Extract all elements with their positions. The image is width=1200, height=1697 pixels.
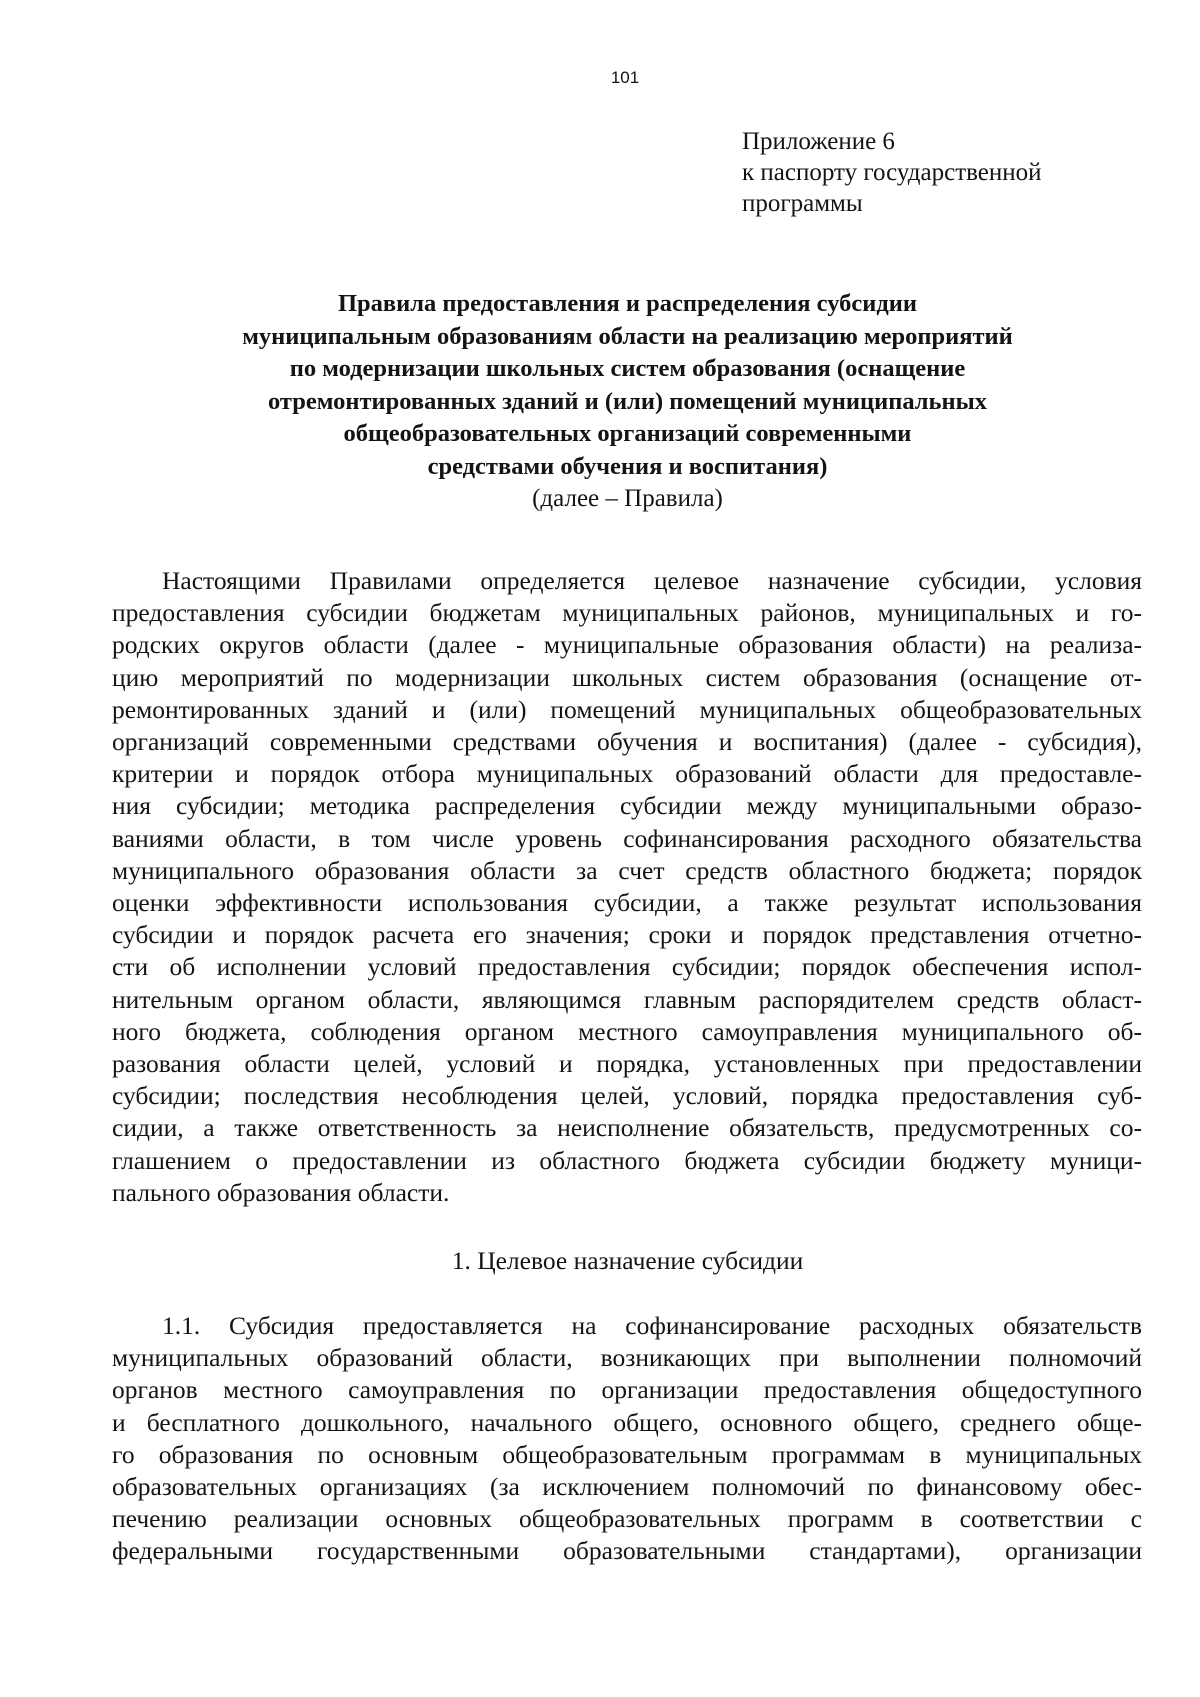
annex-line: Приложение 6 (742, 128, 895, 155)
text-line: Настоящими Правилами определяется целевое назначение субсидии, условия (162, 566, 1142, 595)
text-line: органов местного самоуправления по организации предоставления общедоступного (112, 1375, 1142, 1405)
text-line: печению реализации основных общеобразовательных программ в соответствии с (112, 1504, 1142, 1534)
text-line: сидии, а также ответственность за неисполнение обязательств, предусмотренных со- (112, 1113, 1142, 1143)
text-line: ния субсидии; методика распределения субсидии между муниципальными образо- (112, 791, 1142, 821)
text-line: и бесплатного дошкольного, начального общего, основного общего, среднего обще- (112, 1407, 1142, 1437)
text-line: нительным органом области, являющимся главным распорядителем средств област- (112, 984, 1142, 1014)
text-line: критерии и порядок отбора муниципальных образований области для предоставле- (112, 759, 1142, 789)
intro-paragraph (112, 565, 1142, 1209)
title-line: по модернизации школьных систем образования (оснащение (289, 355, 966, 382)
text-line: 1.1. Субсидия предоставляется на софинансирование расходных обязательств (162, 1311, 1142, 1340)
title-subtitle: (далее – Правила) (532, 485, 723, 512)
text-line: муниципального образования области за счет средств областного бюджета; порядок (112, 855, 1142, 885)
annex-note (742, 126, 1042, 219)
title-line: муниципальным образованиям области на реализацию мероприятий (242, 322, 1013, 350)
text-line: организаций современными средствами обучения и воспитания) (далее - субсидия), (112, 727, 1142, 757)
text-line: ваниями области, в том числе уровень софинансирования расходного обязательства (112, 823, 1142, 853)
page-number: 101 (610, 68, 640, 87)
text-line: муниципальных образований области, возникающих при выполнении полномочий (112, 1343, 1142, 1373)
text-line: ного бюджета, соблюдения органом местного самоуправления муниципального об- (112, 1016, 1142, 1046)
text-line: предоставления субсидии бюджетам муниципальных районов, муниципальных и го- (112, 598, 1142, 628)
text-line: субсидии; последствия несоблюдения целей, условий, порядка предоставления суб- (112, 1081, 1142, 1111)
annex-line: программы (742, 190, 863, 217)
text-line: федеральными государственными образовательными стандартами), организации (112, 1536, 1142, 1566)
title-line: отремонтированных зданий и (или) помещений муниципальных (268, 387, 987, 415)
annex-line: к паспорту государственной (742, 159, 1042, 186)
text-line: образовательных организациях (за исключением полномочий по финансовому обес- (112, 1472, 1142, 1502)
text-line: ремонтированных зданий и (или) помещений муниципальных общеобразовательных (112, 694, 1142, 724)
text-line: сти об исполнении условий предоставления субсидии; порядок обеспечения испол- (112, 952, 1142, 982)
title-line: Правила предоставления и распределения субсидии (337, 290, 918, 317)
paragraph-1-1 (112, 1310, 1142, 1568)
section-heading: 1. Целевое назначение субсидии (451, 1246, 804, 1275)
text-line: субсидии и порядок расчета его значения; сроки и порядок представления отчетно- (112, 920, 1142, 950)
text-line: пального образования области. (112, 1177, 450, 1207)
text-line: оценки эффективности использования субсидии, а также результат использования (112, 888, 1142, 918)
title-line: средствами обучения и воспитания) (427, 452, 828, 480)
text-line: го образования по основным общеобразовательным программам в муниципальных (112, 1439, 1142, 1469)
title-line: общеобразовательных организаций современными (343, 420, 912, 447)
text-line: цию мероприятий по модернизации школьных систем образования (оснащение от- (112, 662, 1142, 692)
text-line: родских округов области (далее - муниципальные образования области) на реализа- (112, 630, 1142, 660)
text-line: глашением о предоставлении из областного бюджета субсидии бюджету муници- (112, 1145, 1142, 1175)
document-title (105, 288, 1150, 516)
text-line: разования области целей, условий и порядка, установленных при предоставлении (112, 1049, 1142, 1079)
